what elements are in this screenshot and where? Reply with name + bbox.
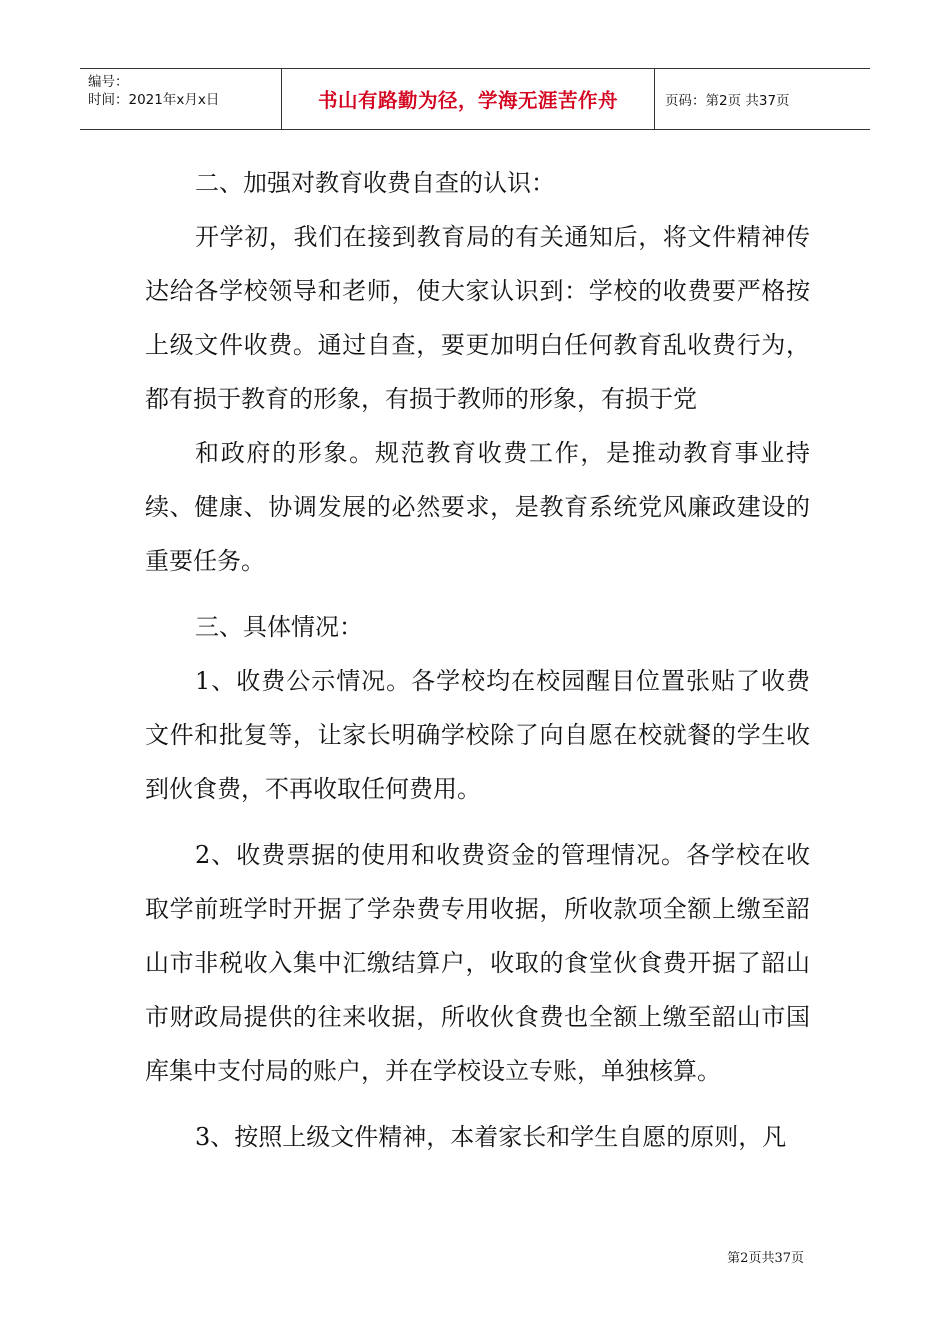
header-page-number: 页码：第2页 共37页	[665, 93, 790, 109]
paragraph: 开学初，我们在接到教育局的有关通知后，将文件精神传达给各学校领导和老师，使大家认识到：学校的收费要严格按上级文件收费。通过自查，要更加明白任何教育乱收费行为，都有损于教育的形象，有损于教师的形象，有损于党	[145, 223, 810, 413]
header-meta-cell	[80, 69, 282, 129]
paragraph: 2、收费票据的使用和收费资金的管理情况。各学校在收取学前班学时开据了学杂费专用收据，所收款项全额上缴至韶山市非税收入集中汇缴结算户，收取的食堂伙食费开据了韶山市财政局提供的往来收据，所收伙食费也全额上缴至韶山市国库集中支付局的账户，并在学校设立专账，单独核算。	[145, 841, 810, 1085]
document-body	[145, 156, 810, 1164]
section-heading-2: 二、加强对教育收费自查的认识：	[195, 169, 555, 197]
paragraph: 1、收费公示情况。各学校均在校园醒目位置张贴了收费文件和批复等，让家长明确学校除了向自愿在校就餐的学生收到伙食费，不再收取任何费用。	[145, 667, 810, 803]
header-motto: 书山有路勤为径，学海无涯苦作舟	[282, 69, 655, 129]
header-time: 时间：2021年x月x日	[88, 92, 220, 108]
header-number: 编号：	[88, 74, 129, 90]
document-header	[80, 68, 870, 130]
paragraph: 3、按照上级文件精神，本着家长和学生自愿的原则，凡	[195, 1123, 787, 1151]
paragraph: 和政府的形象。规范教育收费工作，是推动教育事业持续、健康、协调发展的必然要求，是教育系统党风廉政建设的重要任务。	[145, 439, 810, 575]
section-heading-3: 三、具体情况：	[195, 613, 363, 641]
footer-page-number: 第2页共37页	[727, 1251, 804, 1266]
